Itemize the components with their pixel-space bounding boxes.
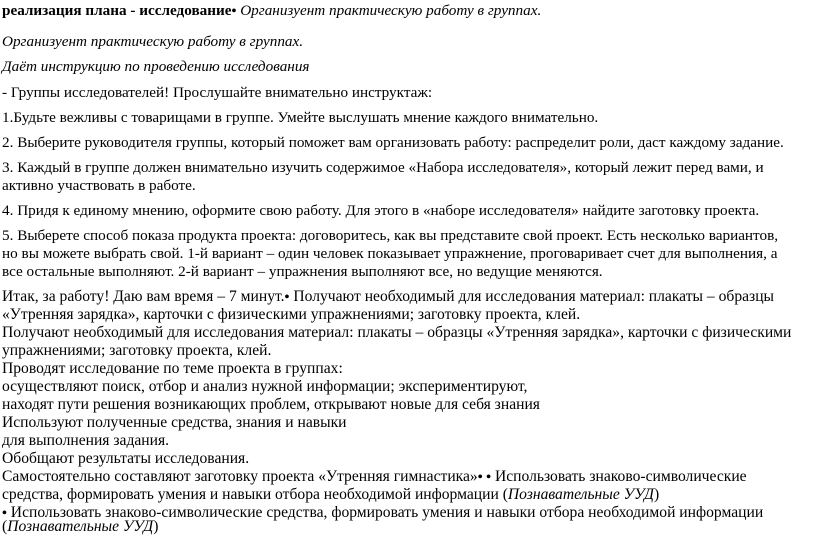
bullet-icon: • xyxy=(482,470,492,485)
instruction-item-cont: активно участвовать в работе. xyxy=(2,177,196,194)
body-line: • Использовать знаково-символические средства, формировать умения и навыки отбора необходимой информации xyxy=(2,504,764,521)
bullet-icon: • xyxy=(231,4,237,19)
body-line: осуществляют поиск, отбор и анализ нужной информации; экспериментируют, xyxy=(2,378,528,395)
teacher-action-line: Организуент практическую работу в группах. xyxy=(2,33,304,50)
instruction-item: 4. Придя к единому мнению, оформите свою работу. Для этого в «наборе исследователя» найдите заготовку проекта. xyxy=(2,202,760,219)
body-line: для выполнения задания. xyxy=(2,432,170,449)
instruction-item: 3. Каждый в группе должен внимательно изучить содержимое «Набора исследователя», который лежит перед вами, и xyxy=(2,159,764,176)
body-line: средства, формировать умения и навыки отбора необходимой информации (Познавательные УУД) xyxy=(2,486,660,503)
body-line: «Утренняя зарядка», карточки с физическими упражнениями; заготовку проекта, клей. xyxy=(2,306,581,323)
body-line: Обобщают результаты исследования. xyxy=(2,450,250,467)
bullet-icon: • xyxy=(284,290,290,305)
instruction-item-cont: но вы можете выбрать свой. 1-й вариант – один человек показывает упражнение, проговаривает счет для выполнения, а xyxy=(2,245,778,262)
bullet-icon: • xyxy=(477,470,483,485)
instruction-item: 2. Выберите руководителя группы, который поможет вам организовать работу: распределит роли, даст каждому задание. xyxy=(2,134,784,151)
body-line: (Познавательные УУД) xyxy=(2,518,159,535)
uud-label: Познавательные УУД xyxy=(7,518,154,535)
body-line: Используют полученные средства, знания и навыки xyxy=(2,414,347,431)
body-line: находят пути решения возникающих проблем, открывают новые для себя знания xyxy=(2,396,540,413)
teacher-action-line: Даёт инструкцию по проведению исследования xyxy=(2,58,310,75)
body-line: Получают необходимый для исследования материал: плакаты – образцы «Утренняя зарядка», карточки с физическими xyxy=(2,324,792,341)
body-line: Итак, за работу! Даю вам время – 7 минут.• Получают необходимый для исследования материал: плакаты – образцы xyxy=(2,288,775,305)
instruction-item: 1.Будьте вежливы с товарищами в группе. Умейте выслушать мнение каждого внимательно. xyxy=(2,109,599,126)
section-heading: реализация плана - исследование xyxy=(2,2,232,19)
header-line xyxy=(2,2,541,21)
uud-label: Познавательные УУД xyxy=(507,486,654,503)
bullet-icon: • xyxy=(2,506,7,521)
body-line: Самостоятельно составляют заготовку проекта «Утренняя гимнастика»• • Использовать знаково-символические xyxy=(2,468,747,485)
instruction-item: 5. Выберете способ показа продукта проекта: договоритесь, как вы представите свой проект. Есть несколько вариантов, xyxy=(2,227,779,244)
instruction-intro: - Группы исследователей! Прослушайте внимательно инструктаж: xyxy=(2,84,433,101)
heading-note: Организуент практическую работу в группах. xyxy=(236,2,542,19)
body-line: Проводят исследование по теме проекта в группах: xyxy=(2,360,343,377)
body-line: упражнениями; заготовку проекта, клей. xyxy=(2,342,272,359)
instruction-item-cont: все остальные выполняют. 2-й вариант – упражнения выполняют все, но ведущие меняются. xyxy=(2,263,603,280)
